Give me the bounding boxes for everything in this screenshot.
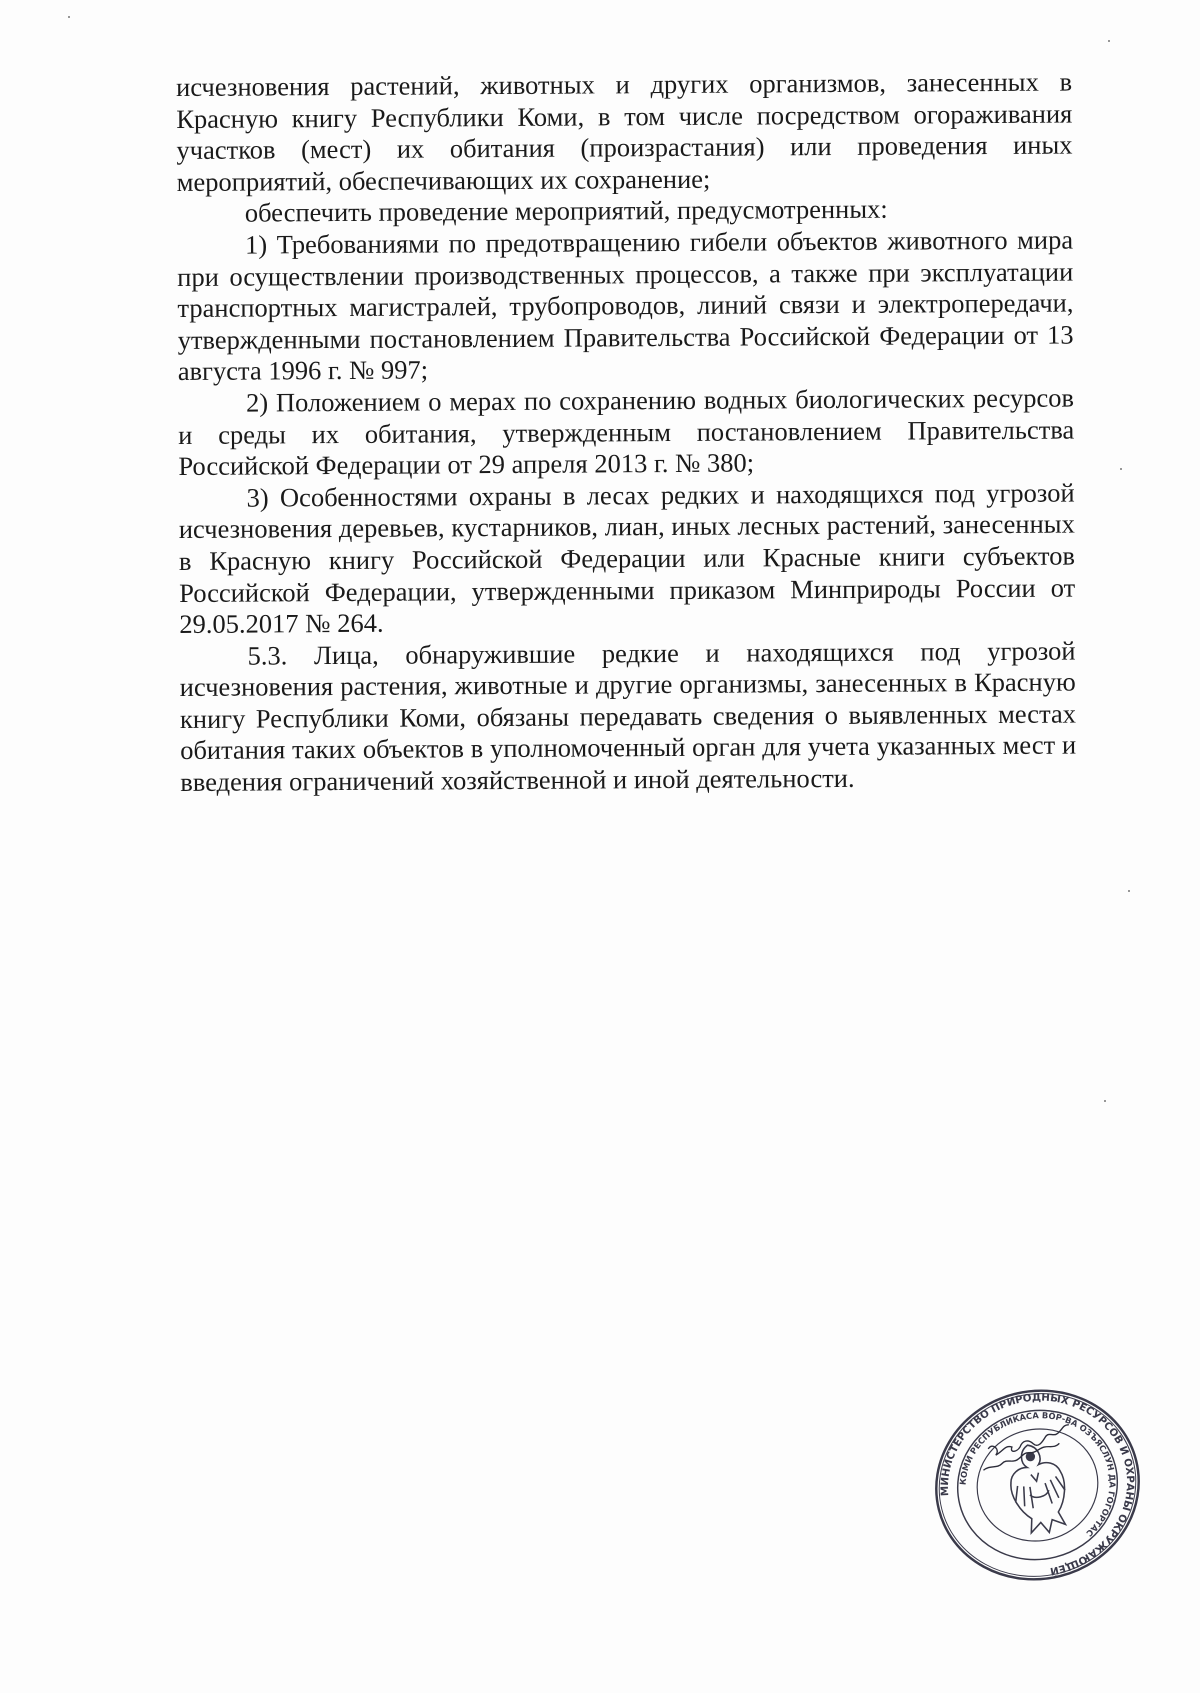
scan-speck: [1108, 40, 1110, 42]
paragraph-item-1: 1) Требованиями по предотвращению гибели объектов животного мира при осуществлении производственных процессов, а также при эксплуатации транспортных магистралей, трубопроводов, линий связи и электропередачи, утвержденными постановлением Правительства Российской Федерации от 13 августа 1996 г. № 997;: [177, 224, 1074, 387]
scan-speck: [1128, 890, 1130, 892]
paragraph-5-3: 5.3. Лица, обнаружившие редкие и находящихся под угрозой исчезновения растения, животные и другие организмы, занесенных в Красную книгу Республики Коми, обязаны передавать сведения о выявленных местах обитания таких объектов в уполномоченный орган для учета указанных мест и введения ограничений хозяйственной и иной деятельности.: [179, 635, 1077, 798]
paragraph-item-2: 2) Положением о мерах по сохранению водных биологических ресурсов и среды их обитания, утвержденным постановлением Правительства Российской Федерации от 29 апреля 2013 г. № 380;: [178, 382, 1075, 482]
paragraph-measures-intro: обеспечить проведение мероприятий, предусмотренных:: [244, 194, 888, 228]
seal-graphic: [909, 1362, 1166, 1608]
seal-outer-border: [916, 1369, 1159, 1600]
paragraph-item-3: 3) Особенностями охраны в лесах редких и находящихся под угрозой исчезновения деревьев, кустарников, лиан, иных лесных растений, занесенных в Красную книгу Российской Федерации или Красные книги субъектов Российской Федерации, утвержденными приказом Минприроды России от 29.05.2017 № 264.: [178, 477, 1076, 640]
bird-emblem-icon: [1002, 1439, 1075, 1539]
scan-speck: [68, 16, 70, 18]
seal-outer-text: МИНИСТЕРСТВО ПРИРОДНЫХ РЕСУРСОВ И ОХРАНЫ ОКРУЖАЮЩЕЙ: [938, 1391, 1137, 1578]
seal-inner-text: КОМИ РЕСПУБЛИКАСА ВӦР-ВА ОЗЪЯСЛУН ДА ГӦГӦРТАС: [957, 1410, 1118, 1539]
scan-speck: [1104, 1100, 1106, 1102]
scan-speck: [1120, 468, 1122, 470]
document-body: [176, 67, 1076, 799]
paragraph-continuation: исчезновения растений, животных и других организмов, занесенных в Красную книгу Республики Коми, в том числе посредством огораживания участков (мест) их обитания (произрастания) или проведения иных мероприятий, обеспечивающих их сохранение;: [176, 66, 1073, 197]
official-seal: [909, 1362, 1166, 1608]
